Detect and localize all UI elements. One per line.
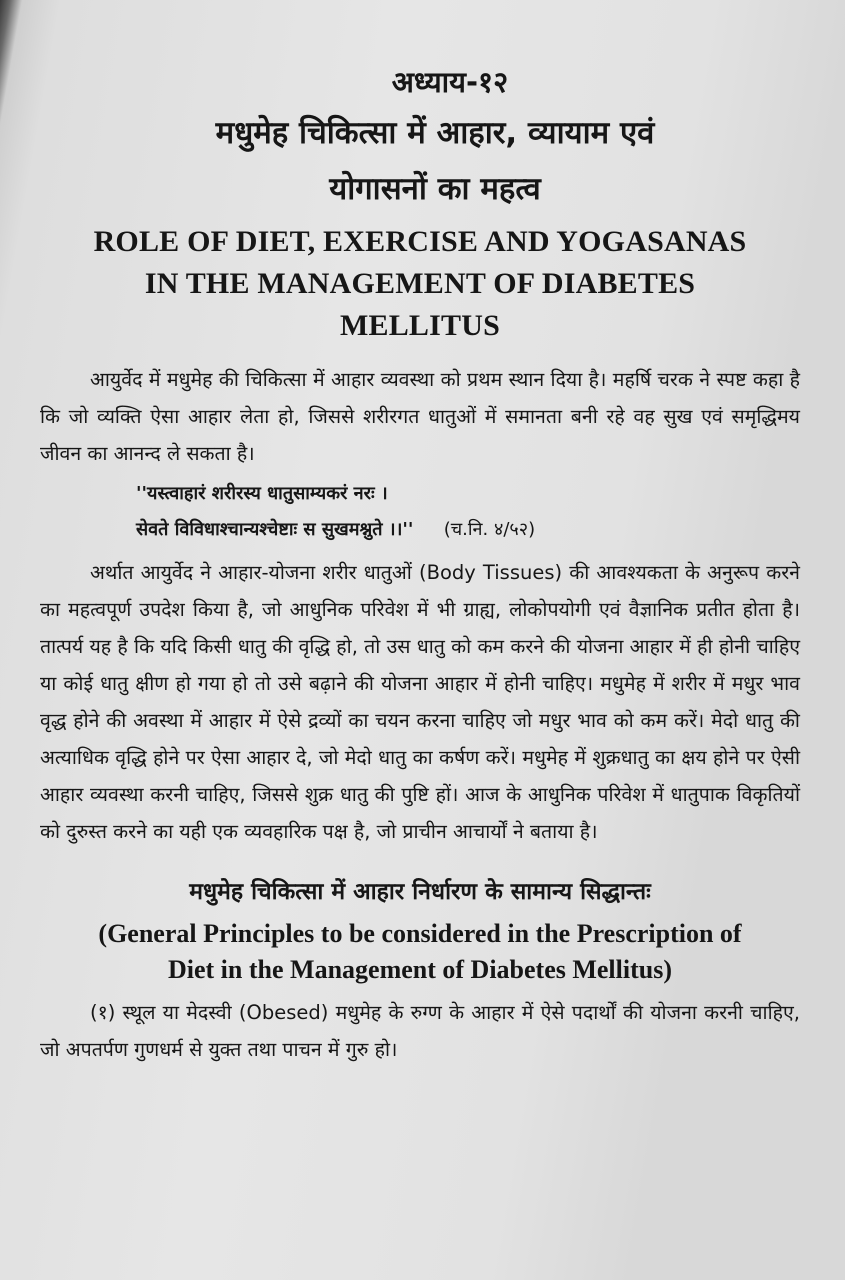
chapter-title-english	[40, 221, 800, 347]
section-heading-english-line2: Diet in the Management of Diabetes Mellitus)	[167, 955, 673, 984]
section-heading-english-line1: (General Principles to be considered in the Prescription of	[98, 919, 742, 948]
verse-line1: ''यस्त्वाहारं शरीरस्य धातुसाम्यकरं नरः ।	[136, 483, 388, 504]
chapter-title-english-line2: IN THE MANAGEMENT OF DIABETES	[144, 267, 696, 300]
intro-paragraph: आयुर्वेद में मधुमेह की चिकित्सा में आहार व्यवस्था को प्रथम स्थान दिया है। महर्षि चरक ने स्पष्ट कहा है कि जो व्यक्ति ऐसा आहार लेता हो, जिससे शरीरगत धातुओं में समानता बनी रहे वह सुख एवं समृद्धिमय जीवन का आनन्द ले सकता है।	[40, 368, 800, 465]
chapter-title-hindi-line2: योगासनों का महत्व	[329, 171, 541, 207]
chapter-title-hindi-line1: मधुमेह चिकित्सा में आहार, व्यायाम एवं	[215, 115, 655, 151]
verse-line2: सेवते विविधाश्चान्यश्चेष्टाः स सुखमश्नुते ।।''	[136, 519, 414, 540]
verse-reference: (च.नि. ४/५२)	[443, 519, 536, 540]
chapter-number: अध्याय-१२	[391, 65, 509, 99]
section-heading-english	[40, 916, 800, 988]
point-1-paragraph: (१) स्थूल या मेदस्वी (Obesed) मधुमेह के रुग्ण के आहार में ऐसे पदार्थों की योजना करनी चाहिए, जो अपतर्पण गुणधर्म से युक्त तथा पाचन में गुरु हो।	[40, 1001, 800, 1061]
chapter-title-hindi	[70, 105, 800, 217]
chapter-title-english-line1: ROLE OF DIET, EXERCISE AND YOGASANAS	[93, 225, 747, 258]
book-page	[40, 50, 800, 1068]
chapter-title-english-line3: MELLITUS	[340, 309, 500, 342]
sanskrit-verse	[136, 476, 800, 548]
explanation-paragraph: अर्थात आयुर्वेद ने आहार-योजना शरीर धातुओं (Body Tissues) की आवश्यकता के अनुरूप करने का महत्वपूर्ण उपदेश किया है, जो आधुनिक परिवेश में भी ग्राह्य, लोकोपयोगी एवं वैज्ञानिक प्रतीत होता है। तात्पर्य यह है कि यदि किसी धातु की वृद्धि हो, तो उस धातु को कम करने की योजना आहार में ही होनी चाहिए या कोई धातु क्षीण हो गया हो तो उसे बढ़ाने की योजना आहार में होनी चाहिए। मधुमेह में शरीर में मधुर भाव वृद्ध होने की अवस्था में आहार में ऐसे द्रव्यों का चयन करना चाहिए जो मधुर भाव को कम करें। मेदो धातु की अत्याधिक वृद्धि होने पर ऐसा आहार दे, जो मेदो धातु का कर्षण करें। मधुमेह में शुक्रधातु का क्षय होने पर ऐसी आहार व्यवस्था करनी चाहिए, जिससे शुक्र धातु की पुष्टि हों। आज के आधुनिक परिवेश में धातुपाक विकृतियों को दुरुस्त करने का यही एक व्यवहारिक पक्ष है, जो प्राचीन आचार्यों ने बताया है।	[40, 561, 800, 843]
section-heading-hindi: मधुमेह चिकित्सा में आहार निर्धारण के सामान्य सिद्धान्तः	[189, 879, 651, 905]
